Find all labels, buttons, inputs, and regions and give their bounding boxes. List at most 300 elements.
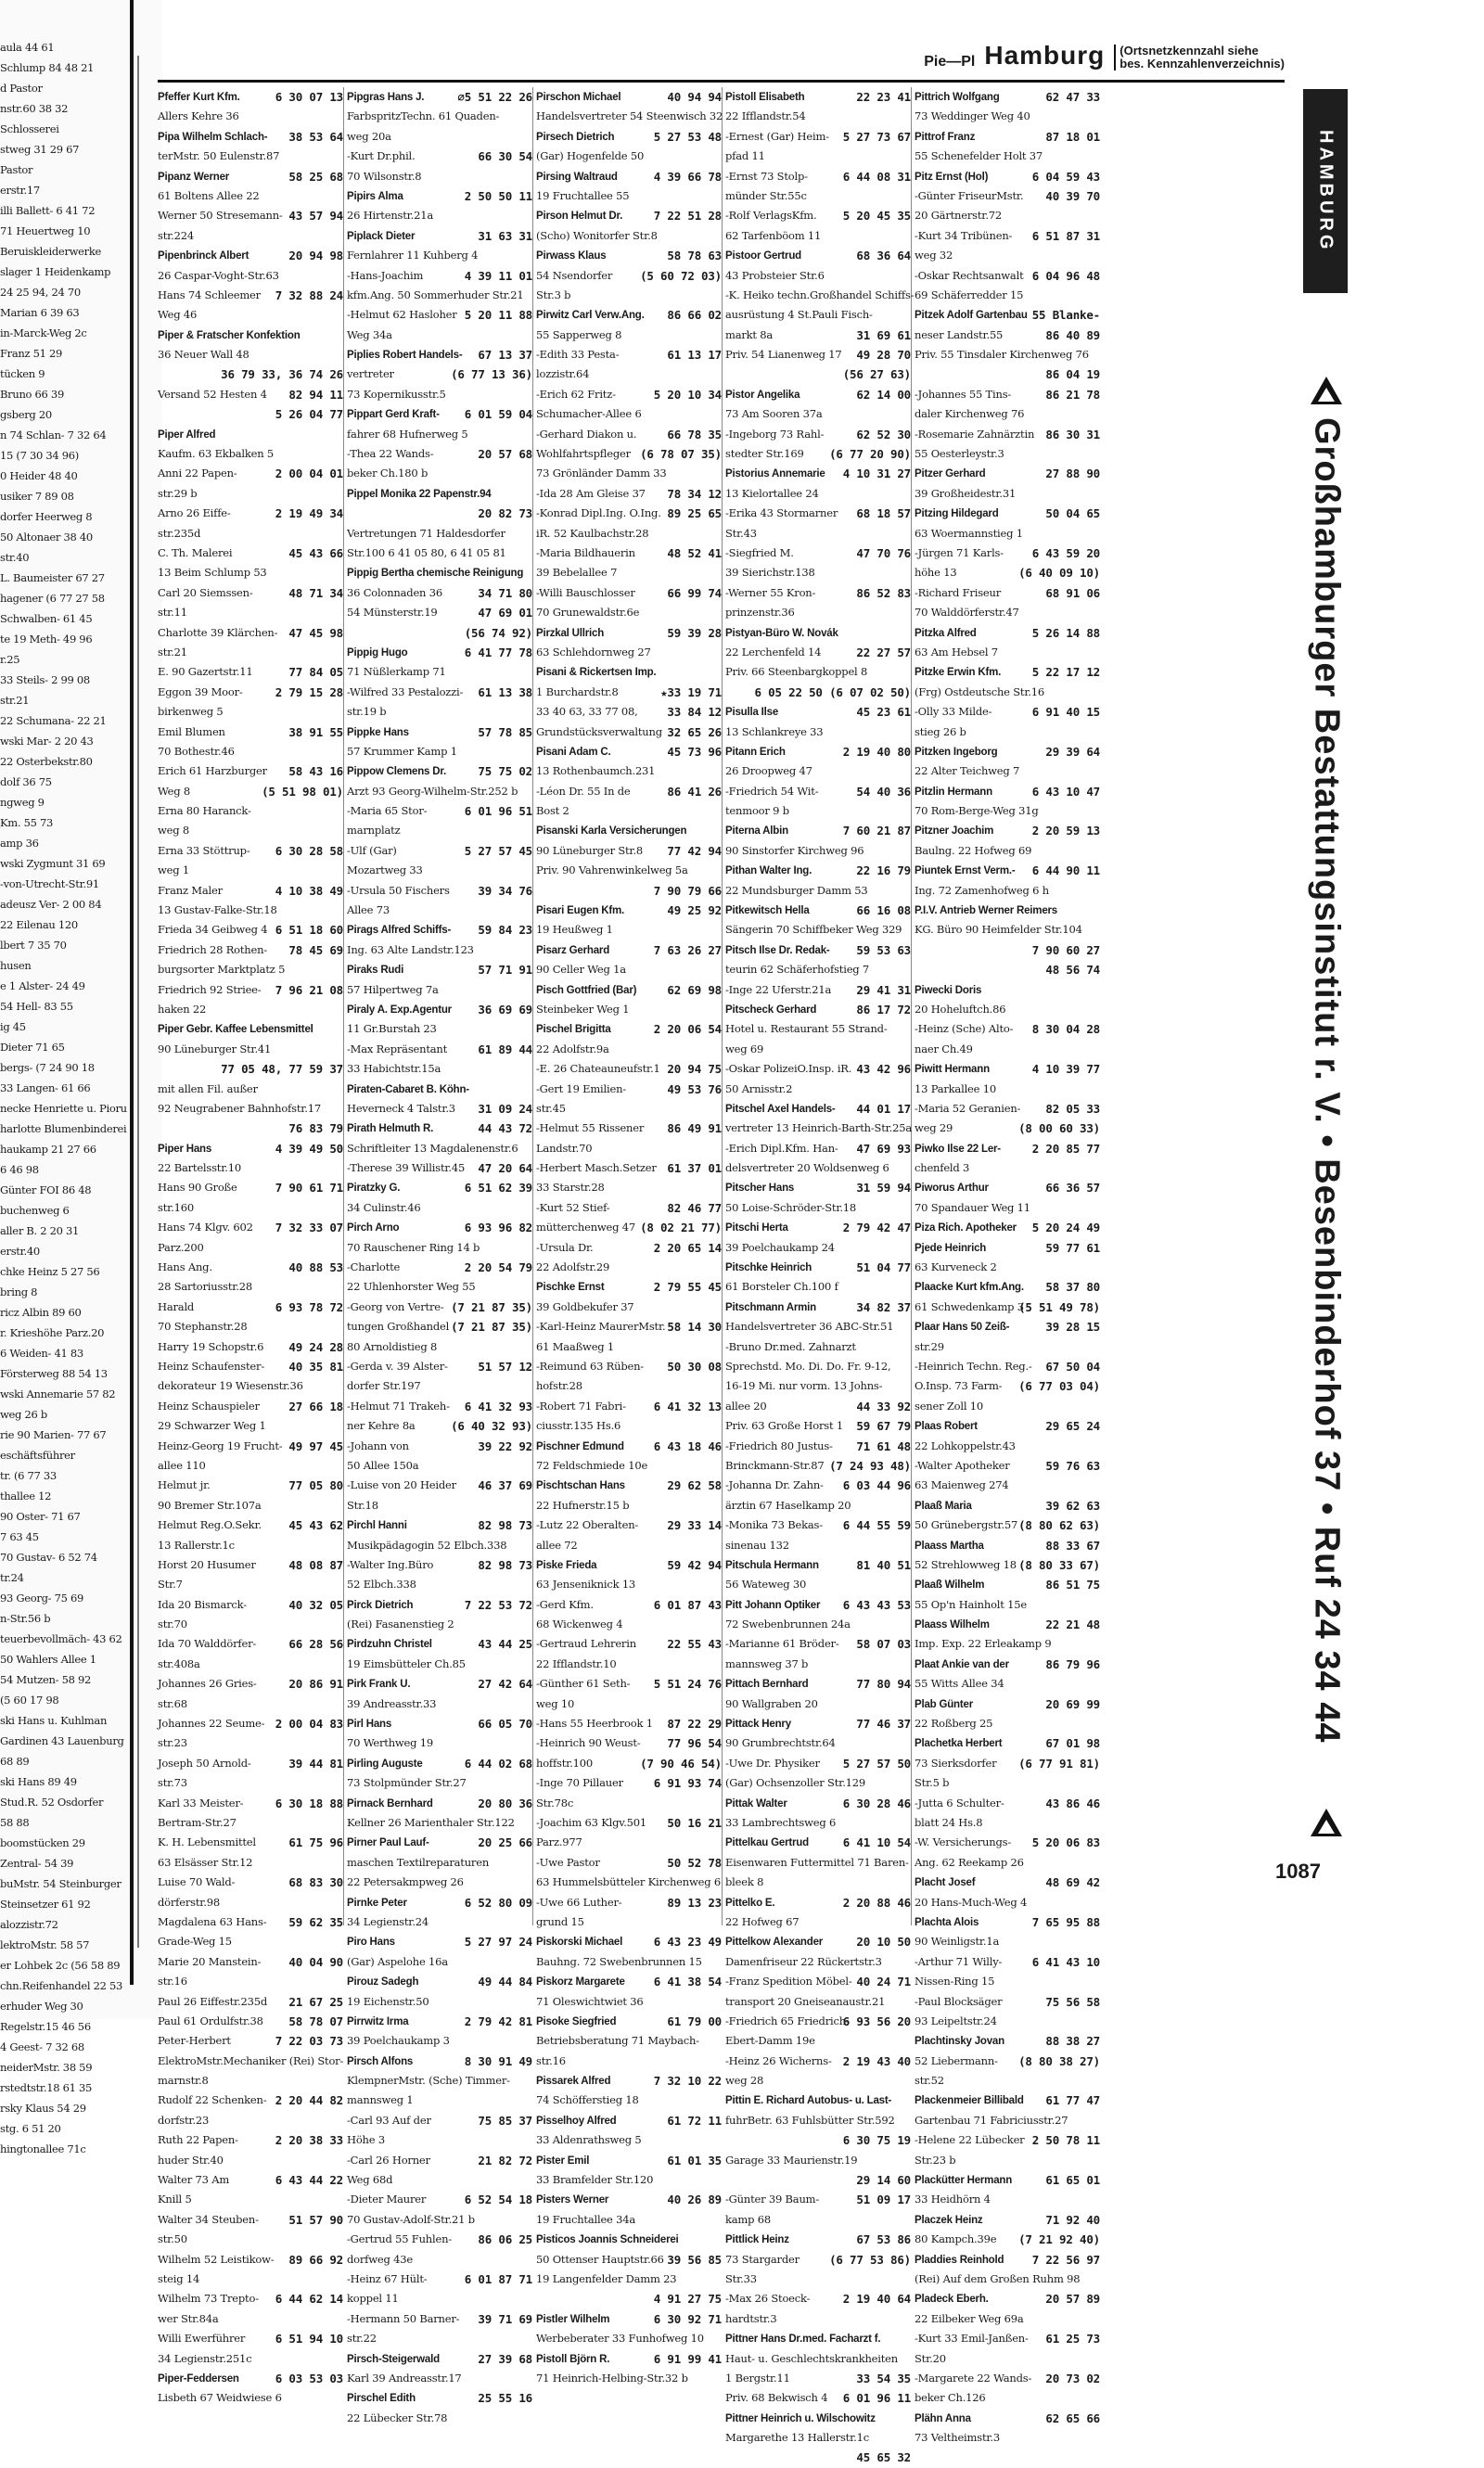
entry-phone-number: 51 57 90 [288, 2212, 343, 2227]
entry-phone-number [340, 147, 343, 166]
entry-phone-number [530, 1019, 532, 1039]
entry-phone-number [908, 2111, 911, 2130]
entry-text: Versand 52 Hesten 4 [158, 387, 267, 401]
directory-entry [725, 801, 911, 821]
entry-phone-number: 68 18 57 [856, 506, 911, 521]
directory-entry [347, 1040, 532, 1059]
entry-text: 73 Kopernikusstr.5 [347, 387, 446, 401]
entry-name: Pitz Ernst (Hol) [915, 171, 989, 183]
entry-phone-number: 31 09 24 [478, 1101, 532, 1116]
entry-text: mit allen Fil. außer [158, 1081, 258, 1095]
gutter-line: husen [0, 959, 32, 972]
page-sidebar [1285, 33, 1484, 1981]
entry-text [725, 1833, 840, 1852]
entry-text [725, 1794, 840, 1813]
gutter-line: erstr.40 [0, 1245, 40, 1258]
gutter-line: slager 1 Heidenkamp [0, 265, 111, 278]
gutter-line: r.25 [0, 653, 20, 666]
entry-text: terMstr. 50 Eulenstr.87 [158, 149, 280, 163]
entry-phone-number: 2 20 06 54 [653, 1022, 722, 1037]
entry-text: Kellner 26 Marienthaler Str.122 [347, 1815, 515, 1829]
entry-phone-number [719, 1298, 722, 1317]
entry-phone-number: (6 77 03 04) [1018, 1379, 1100, 1394]
directory-entry [347, 742, 532, 761]
entry-text: bleek 8 [725, 1875, 764, 1889]
entry-text: -Uwe Pastor [536, 1855, 600, 1869]
directory-entry [158, 2369, 343, 2388]
entry-phone-number [719, 1794, 722, 1813]
directory-entry [915, 683, 1100, 702]
entry-phone-number: 43 42 96 [856, 1062, 911, 1077]
directory-entry [536, 286, 722, 305]
directory-entry [915, 1634, 1100, 1654]
entry-phone-number [719, 1496, 722, 1515]
gutter-line: Bruno 66 39 [0, 388, 64, 401]
directory-entry [725, 1158, 911, 1178]
entry-phone-number [1097, 901, 1100, 920]
entry-phone-number: 62 65 66 [1045, 2410, 1100, 2425]
entry-phone-number [908, 563, 911, 582]
entry-text: Str.20 [915, 2351, 946, 2365]
entry-phone-number: 4 10 39 77 [1031, 1062, 1100, 1077]
entry-phone-number: 38 53 64 [288, 129, 343, 144]
entry-name: Pisoke Siegfried [536, 2015, 617, 2027]
entry-text: Fernlahrer 11 Kuhberg 4 [347, 249, 479, 262]
directory-entry [158, 1437, 343, 1456]
entry-text [347, 1674, 475, 1694]
entry-text: -Margarete 22 Wands- [915, 2371, 1032, 2385]
entry-text: -Léon Dr. 55 In de [536, 784, 631, 798]
directory-entry [347, 623, 532, 643]
entry-phone-number: 77 42 94 [667, 843, 722, 858]
directory-entry [158, 861, 343, 880]
directory-entry [725, 2309, 911, 2329]
entry-phone-number: 2 50 50 11 [464, 188, 532, 203]
entry-phone-number [1097, 1972, 1100, 1991]
directory-entry [725, 226, 911, 246]
entry-text: -Erich 62 Fritz- [536, 387, 616, 401]
directory-entry [725, 782, 911, 801]
entry-phone-number: ∅5 51 22 26 [457, 90, 532, 104]
directory-entry [347, 1794, 532, 1813]
entry-phone-number: 67 53 86 [856, 2232, 911, 2247]
entry-phone-number: 5 22 17 12 [1031, 665, 1100, 680]
directory-entry [536, 127, 722, 147]
entry-text: 70 Bothestr.46 [158, 744, 235, 758]
directory-entry [915, 2111, 1100, 2130]
gutter-line: r. Krieshöhe Parz.20 [0, 1326, 105, 1339]
directory-entry [347, 1437, 532, 1456]
entry-text: tungen Großhandel [347, 1320, 450, 1334]
directory-entry [536, 107, 722, 126]
entry-phone-number: 6 52 80 09 [464, 1895, 532, 1910]
entry-name: Pirdzuhn Christel [347, 1639, 432, 1651]
entry-text: -Richard Friseur [915, 585, 1002, 599]
directory-entry [158, 1357, 343, 1376]
entry-phone-number: 20 10 50 [856, 1935, 911, 1950]
directory-entry [725, 1972, 911, 1991]
directory-entry [347, 186, 532, 206]
entry-phone-number: 6 01 87 43 [653, 1597, 722, 1612]
gutter-line: wski Annemarie 57 82 [0, 1387, 116, 1400]
entry-text: Anni 22 Papen- [158, 467, 237, 480]
directory-entry [158, 1198, 343, 1218]
directory-entry [915, 2349, 1100, 2369]
directory-entry [725, 1634, 911, 1654]
entry-name: Pirl Hans [347, 1719, 392, 1731]
entry-phone-number: 4 10 31 27 [842, 467, 911, 481]
entry-text: 63 Schlehdornweg 27 [536, 645, 651, 659]
entry-phone-number [719, 960, 722, 979]
entry-phone-number: 22 16 79 [856, 863, 911, 878]
entry-phone-number [530, 563, 532, 582]
entry-name: Pjede Heinrich [915, 1242, 987, 1254]
entry-text: Weg 68d [347, 2173, 393, 2187]
directory-entry [536, 1416, 722, 1436]
entry-text: -Uwe Dr. Physiker [725, 1756, 820, 1770]
entry-phone-number: 6 51 62 39 [464, 1181, 532, 1196]
directory-entry [915, 722, 1100, 742]
entry-phone-number [1097, 881, 1100, 901]
entry-text [536, 1972, 651, 1991]
entry-text [536, 2012, 664, 2031]
entry-text: mütterchenweg 47 [536, 1221, 636, 1234]
entry-text [725, 702, 853, 722]
directory-entry [347, 1595, 532, 1615]
entry-text: 61 Schwedenkamp 3 [915, 1299, 1024, 1313]
directory-entry [536, 1932, 722, 1951]
gutter-line: 50 Altonaer 38 40 [0, 531, 93, 543]
entry-text: 90 Celler Weg 1a [536, 963, 626, 977]
directory-entry [725, 761, 911, 781]
entry-phone-number [719, 1873, 722, 1892]
directory-entry [915, 266, 1100, 286]
gutter-line: 33 Langen- 61 66 [0, 1081, 91, 1094]
directory-entry [536, 1178, 722, 1197]
directory-entry [725, 643, 911, 662]
entry-text [347, 1754, 462, 1773]
directory-entry [347, 1873, 532, 1892]
entry-text: beker Ch.126 [915, 2391, 986, 2405]
entry-text [915, 821, 1030, 840]
entry-text: Eisenwaren Futtermittel 71 Baren- [725, 1855, 909, 1869]
directory-entry [915, 425, 1100, 444]
entry-phone-number [340, 1853, 343, 1873]
directory-entry [347, 1655, 532, 1674]
entry-phone-number [719, 1258, 722, 1277]
entry-text [915, 1615, 1043, 1634]
entry-text: str.22 [347, 2332, 377, 2346]
entry-phone-number [908, 1536, 911, 1555]
entry-text: dorfstr.23 [158, 2113, 210, 2127]
entry-phone-number: (6 78 07 35) [640, 447, 722, 462]
entry-text: Luise 70 Wald- [158, 1875, 236, 1889]
entry-phone-number: 86 66 02 [667, 308, 722, 323]
gutter-line: bergs- (7 24 90 18 [0, 1061, 95, 1074]
entry-text: 33 40 63, 33 77 08, [536, 705, 638, 719]
entry-phone-number: 4 10 38 49 [275, 883, 343, 898]
entry-text: Eggon 39 Moor- [158, 684, 243, 698]
directory-entry [158, 1615, 343, 1634]
entry-text [725, 2448, 853, 2467]
entry-phone-number: 31 69 61 [856, 327, 911, 342]
directory-entry [536, 623, 722, 643]
entry-phone-number [908, 1873, 911, 1892]
entry-text: Bauhng. 72 Swebenbrunnen 15 [536, 1954, 702, 1968]
directory-entry [347, 1733, 532, 1753]
directory-entry [915, 1397, 1100, 1416]
directory-entry [158, 147, 343, 166]
entry-phone-number [530, 1992, 532, 2012]
entry-phone-number: 45 73 96 [667, 744, 722, 759]
entry-text: -Hans-Joachim [347, 268, 424, 282]
entry-phone-number: 6 41 10 54 [842, 1835, 911, 1850]
entry-name: Piwko Ilse 22 Ler- [915, 1143, 1001, 1155]
directory-entry [347, 960, 532, 979]
directory-entry [347, 107, 532, 126]
directory-entry [725, 1773, 911, 1793]
entry-phone-number [340, 326, 343, 345]
entry-name: Piper Alfred [158, 428, 216, 441]
gutter-line: illi Ballett- 6 41 72 [0, 204, 96, 217]
directory-entry [915, 2052, 1100, 2071]
entry-phone-number: 89 25 65 [667, 506, 722, 521]
entry-text: Grade-Weg 15 [158, 1935, 232, 1949]
directory-entry [158, 583, 343, 603]
directory-entry [347, 1992, 532, 2012]
entry-phone-number [1097, 1397, 1100, 1416]
entry-phone-number: 6 03 53 03 [275, 2371, 343, 2385]
entry-phone-number: 77 05 80 [288, 1478, 343, 1493]
entry-text [347, 2052, 462, 2071]
entry-name: Pippow Clemens Dr. [347, 766, 446, 778]
entry-text: -E. 26 Chateauneufstr.1 [536, 1062, 660, 1076]
entry-phone-number [340, 226, 343, 246]
directory-entry [915, 1536, 1100, 1555]
entry-text: str.45 [536, 1101, 566, 1115]
entry-name: Pister Emil [536, 2155, 590, 2167]
entry-name: Pitzner Joachim [915, 825, 994, 838]
directory-entry [915, 1416, 1100, 1436]
entry-text [347, 2012, 462, 2031]
entry-text [536, 662, 719, 682]
entry-name: Pistler Wilhelm [536, 2313, 610, 2325]
directory-entry [536, 385, 722, 404]
entry-text: 70 Grunewaldstr.6e [536, 606, 640, 620]
directory-entry [915, 1258, 1100, 1277]
entry-name: Pisselhoy Alfred [536, 2115, 617, 2127]
entry-text: ärztin 67 Haselkamp 20 [725, 1498, 851, 1512]
directory-entry [915, 1873, 1100, 1892]
entry-phone-number [1097, 841, 1100, 861]
entry-text [915, 1873, 1043, 1892]
entry-phone-number: 29 62 58 [667, 1478, 722, 1493]
directory-entry [347, 563, 532, 582]
entry-phone-number: 6 01 96 51 [464, 804, 532, 819]
entry-text: Harry 19 Schopstr.6 [158, 1339, 264, 1353]
entry-text: Steinbeker Weg 1 [536, 1002, 630, 1016]
entry-text [915, 1238, 1043, 1258]
entry-phone-number [1097, 107, 1100, 126]
entry-text: 22 Lerchenfeld 14 [725, 645, 822, 659]
entry-phone-number: 50 30 08 [667, 1360, 722, 1374]
gutter-line: tr.24 [0, 1571, 24, 1584]
entry-text: (Rei) Fasanenstieg 2 [347, 1618, 454, 1631]
entry-phone-number: 78 45 69 [288, 942, 343, 957]
entry-phone-number [908, 2270, 911, 2289]
entry-name: Pischner Edmund [536, 1440, 624, 1452]
entry-text [725, 1555, 853, 1575]
directory-entry [536, 1694, 722, 1714]
entry-text: str.19 b [347, 705, 387, 719]
book-spine-shadow [137, 56, 139, 1948]
entry-phone-number [908, 1992, 911, 2012]
thumb-index-label: HAMBURG [1315, 129, 1337, 253]
entry-text: 80 Kampch.39e [915, 2232, 997, 2246]
directory-entry [158, 2111, 343, 2130]
entry-phone-number [530, 246, 532, 265]
entry-phone-number [719, 1000, 722, 1019]
directory-entry [536, 940, 722, 960]
entry-phone-number: 6 41 38 54 [653, 1975, 722, 1989]
directory-entry [536, 1773, 722, 1793]
directory-entry [915, 1694, 1100, 1714]
entry-phone-number: 5 26 04 77 [275, 407, 343, 422]
entry-phone-number: 77 46 37 [856, 1717, 911, 1732]
entry-text: -Herbert Masch.Setzer [536, 1161, 657, 1175]
entry-phone-number [908, 1198, 911, 1218]
entry-text: -Werner 55 Kron- [725, 585, 816, 599]
entry-phone-number [530, 2329, 532, 2348]
entry-text [915, 87, 1043, 107]
directory-entry [725, 1397, 911, 1416]
entry-phone-number [530, 1694, 532, 1714]
directory-entry [158, 464, 343, 483]
directory-entry [347, 1198, 532, 1218]
entry-phone-number [719, 107, 722, 126]
entry-phone-number [908, 524, 911, 543]
gutter-line: tücken 9 [0, 367, 45, 380]
directory-entry [725, 107, 911, 126]
entry-text: 73 Stolpmünder Str.27 [347, 1776, 467, 1790]
entry-text: -Karl-Heinz MaurerMstr. [536, 1320, 666, 1334]
entry-text [915, 742, 1043, 761]
entry-phone-number: 75 85 37 [478, 2113, 532, 2128]
entry-phone-number [1097, 1080, 1100, 1099]
entry-text [725, 742, 840, 761]
entry-text: Erna 33 Stöttrup- [158, 843, 250, 857]
directory-entry [347, 2111, 532, 2130]
entry-text [158, 326, 340, 345]
entry-text: Karl 39 Andreasstr.17 [347, 2371, 462, 2385]
header-note-line2: bes. Kennzahlenverzeichnis) [1119, 57, 1285, 70]
directory-entry [725, 1059, 911, 1079]
entry-phone-number: 5 20 24 49 [1031, 1221, 1100, 1235]
entry-name: Pittelkau Gertrud [725, 1837, 809, 1849]
directory-entry [158, 1476, 343, 1495]
entry-text: Str.18 [347, 1498, 378, 1512]
directory-entry [915, 1912, 1100, 1932]
entry-phone-number: 89 13 23 [667, 1895, 722, 1910]
gutter-line: (5 60 17 98 [0, 1694, 59, 1707]
directory-entry [725, 841, 911, 861]
entry-phone-number: 68 36 64 [856, 249, 911, 263]
directory-entry [915, 1298, 1100, 1317]
entry-phone-number [1097, 2151, 1100, 2170]
entry-phone-number [908, 1337, 911, 1357]
entry-phone-number [719, 2210, 722, 2230]
entry-phone-number: 47 20 64 [478, 1161, 532, 1176]
entry-text: 43 Probsteier Str.6 [725, 268, 825, 282]
entry-text: -Kurt 52 Stief- [536, 1200, 610, 1214]
directory-entry [915, 524, 1100, 543]
directory-entry [347, 2270, 532, 2289]
directory-entry [536, 147, 722, 166]
entry-phone-number [1097, 524, 1100, 543]
directory-entry [725, 623, 911, 643]
entry-phone-number: 2 79 42 81 [464, 2014, 532, 2028]
previous-page-text [0, 37, 158, 2155]
entry-text: 73 Veltheimstr.3 [915, 2431, 1000, 2445]
entry-phone-number [719, 2230, 722, 2249]
entry-phone-number: 58 78 07 [288, 2014, 343, 2028]
directory-entry [158, 2151, 343, 2170]
gutter-line: 54 Hell- 83 55 [0, 1000, 73, 1013]
entry-phone-number: 5 20 10 34 [653, 387, 722, 402]
entry-text: 13 Parkallee 10 [915, 1081, 996, 1095]
entry-phone-number: 2 50 78 11 [1031, 2133, 1100, 2148]
entry-phone-number [1097, 1198, 1100, 1218]
entry-text: 93 Leipeltstr.24 [915, 2014, 997, 2027]
entry-phone-number [908, 1496, 911, 1515]
entry-phone-number [530, 1059, 532, 1079]
entry-text: 90 Grumbrechtstr.64 [725, 1736, 836, 1750]
entry-phone-number [719, 2369, 722, 2388]
directory-entry [347, 1515, 532, 1535]
directory-entry [536, 1218, 722, 1237]
entry-phone-number: 49 44 84 [478, 1975, 532, 1989]
entry-text: 19 Langenfelder Damm 23 [536, 2271, 677, 2285]
entry-phone-number: (5 51 49 78) [1018, 1299, 1100, 1314]
entry-phone-number: 2 19 40 64 [842, 2292, 911, 2307]
entry-phone-number [530, 2250, 532, 2270]
directory-entry [725, 2329, 911, 2348]
entry-text: Emil Blumen [158, 724, 225, 738]
entry-phone-number: 86 49 91 [667, 1121, 722, 1136]
entry-phone-number [1097, 1258, 1100, 1277]
entry-text: marnplatz [347, 824, 401, 838]
directory-entry [536, 1238, 722, 1258]
directory-entry [347, 2369, 532, 2388]
directory-entry [915, 603, 1100, 622]
entry-text [725, 1099, 853, 1119]
directory-entry [158, 206, 343, 225]
entry-text: -Jutta 6 Schulter- [915, 1796, 1004, 1809]
entry-phone-number: 7 22 53 72 [464, 1597, 532, 1612]
entry-name: Piwitt Hermann [915, 1064, 990, 1076]
entry-phone-number: 40 88 53 [288, 1260, 343, 1275]
gutter-line: nstr.60 38 32 [0, 102, 69, 115]
directory-entry [158, 87, 343, 107]
directory-entry [915, 504, 1100, 523]
entry-text [536, 246, 664, 265]
entry-text: 73 Am Sooren 37a [725, 407, 823, 421]
entry-phone-number [530, 2130, 532, 2150]
entry-text: 63 Jenseniknick 13 [536, 1578, 636, 1592]
entry-text [347, 484, 530, 504]
entry-phone-number [908, 107, 911, 126]
entry-phone-number [340, 1773, 343, 1793]
